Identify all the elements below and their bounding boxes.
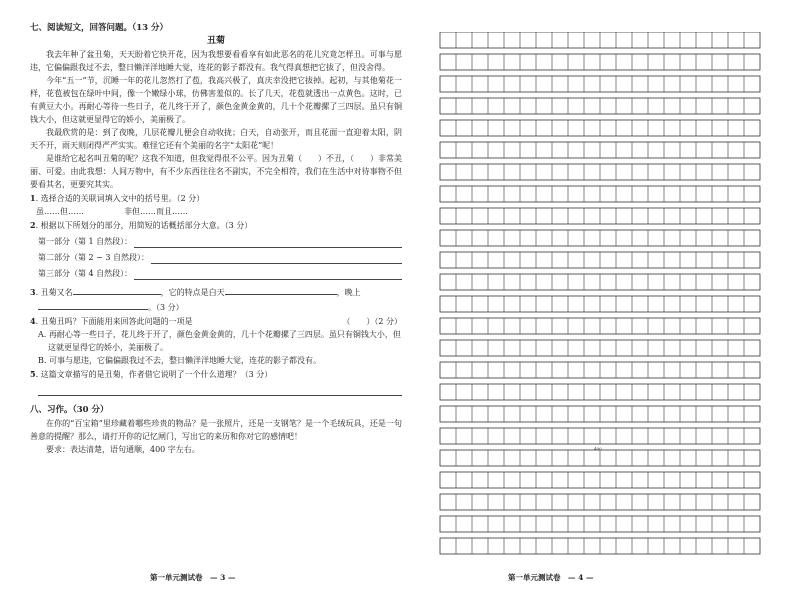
question-5-text: . 这篇文章描写的是丑菊，作者借它说明了一个什么道理？（3 分） — [35, 370, 273, 379]
question-2 — [30, 219, 402, 280]
writing-prompt: 在你的“百宝箱”里珍藏着哪些珍贵的物品？是一张照片，还是一支钢笔？是一个毛绒玩具，还是一句善意的提醒？那么，请打开你的记忆闸门，写出它的来历和你对它的感情吧！ — [30, 419, 402, 441]
question-1 — [30, 192, 402, 218]
question-2-text: . 根据以下所划分的部分，用简短的话概括部分大意。（3 分） — [35, 221, 253, 230]
part-1-label: 第一部分（第 1 自然段）： — [38, 237, 133, 246]
question-4 — [30, 315, 402, 367]
part-2-label: 第二部分（第 2 ~ 3 自然段）： — [38, 253, 150, 262]
passage-paragraph-4: 是谁给它起名叫丑菊的呢？这我不知道，但我觉得很不公平。因为丑菊（ ）不丑，（ ）非常美丽、可爱。由此我想：人间万物中，有不少东西往往名不副实，不完全相符，我们在生活中对待事物不但要看其名，更要究其实。 — [30, 154, 402, 189]
question-1-number: 1 — [30, 193, 36, 203]
blank-alias[interactable] — [73, 284, 161, 295]
question-3 — [30, 284, 402, 314]
question-3-text-a: . 丑菊又名 — [35, 288, 73, 297]
question-4-option-a: A. 再耐心等一些日子，花儿终于开了，颜色金黄金黄的，几十个花瓣摞了三四层。虽只有铜钱大小，但这就更显得它的娇小，美丽极了。 — [38, 330, 401, 352]
word-count-marker: 400 — [594, 446, 602, 451]
question-1-option: 虽……但…… — [36, 207, 84, 216]
question-3-text-c: ，晚上 — [336, 288, 361, 297]
footer-right: 第一单元测试卷 — 4 — — [508, 573, 594, 582]
question-5 — [30, 368, 402, 396]
answer-line-part-2[interactable] — [30, 248, 402, 264]
passage-paragraph-3: 我最欣赏的是：到了夜晚，几层花瓣儿便会自动收拢；白天，自动张开，而且花面一直迎着太阳，阴天不开，雨天则闭得严严实实。难怪它还有个美丽的名字“太阳花”呢！ — [30, 128, 402, 150]
question-4-number: 4 — [30, 316, 36, 326]
passage-paragraph-2: 今年“五一”节，沉睡一年的花儿忽然打了苞，我高兴极了，真庆幸没把它拔掉。起初，与其他菊花一样，花苞被包在绿叶中间，像一个嫩绿小球，仿佛害羞似的。长了几天，花苞就透出一点黄色。这时，已有黄豆大小。再耐心等待一些日子，花儿终于开了，颜色金黄金黄的，几十个花瓣摞了三四层。虽只有铜钱大小，但这就更显得它的娇小，美丽极了。 — [30, 76, 402, 124]
question-1-text: . 选择合适的关联词填入文中的括号里。（2 分） — [35, 194, 205, 203]
question-2-number: 2 — [30, 220, 36, 230]
question-4-text: . 丑菊丑吗？下面能用来回答此问题的一项是 — [35, 317, 193, 326]
question-3-text-b: ，它的特点是白天 — [160, 288, 225, 297]
question-5-answer-line[interactable] — [38, 383, 402, 396]
question-1-options — [30, 205, 402, 218]
answer-line-part-1[interactable] — [30, 232, 402, 248]
section-7-heading: 七、阅读短文，回答问题。（13 分） — [30, 23, 169, 33]
question-4-option-b: B. 可事与愿违，它偏偏跟我过不去，整日懒洋洋地睡大觉，连花的影子都没有。 — [38, 356, 321, 365]
question-4-answer-paren[interactable]: （ ）（2 分） — [342, 317, 402, 326]
writing-requirement: 要求：表达清楚，语句通顺，400 字左右。 — [46, 445, 200, 454]
composition-grid[interactable] — [432, 32, 768, 560]
blank-night[interactable] — [38, 299, 148, 310]
left-page — [30, 22, 402, 582]
passage-paragraph-1: 我去年种了盆丑菊，天天盼着它快开花，因为我想要看看享有如此恶名的花儿究竟怎样丑。可事与愿违，它偏偏跟我过不去，整日懒洋洋地睡大觉，连花的影子都没有。我气得真想把它拔了，但没舍得。 — [30, 50, 402, 72]
question-3-number: 3 — [30, 287, 36, 297]
answer-line-part-3[interactable] — [30, 264, 402, 280]
passage-title: 丑菊 — [206, 36, 225, 46]
grid-lines — [432, 32, 768, 560]
blank-day[interactable] — [225, 284, 337, 295]
question-1-option: 非但……而且…… — [124, 207, 188, 216]
section-8-heading: 八、习作。（30 分） — [30, 405, 109, 415]
question-5-number: 5 — [30, 369, 36, 379]
question-3-text-d: 。（3 分） — [148, 303, 184, 312]
footer-left: 第一单元测试卷 — 3 — — [150, 573, 236, 582]
part-3-label: 第三部分（第 4 自然段）： — [38, 269, 133, 278]
